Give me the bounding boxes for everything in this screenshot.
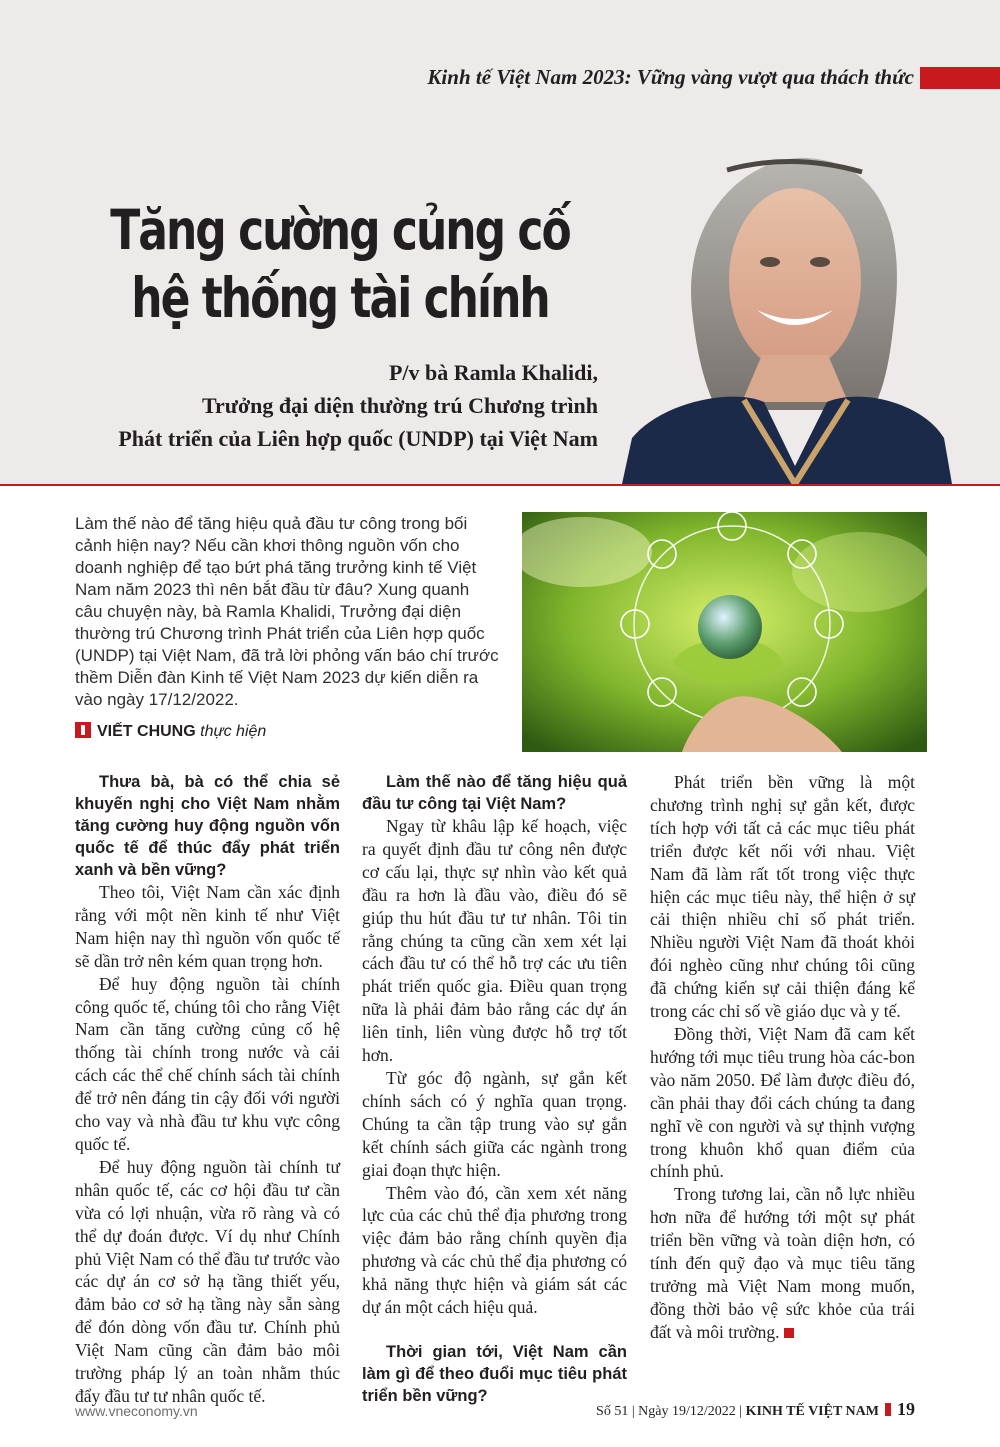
article-title [100,196,580,332]
byline-role: thực hiện [200,723,267,740]
article-column-1 [75,771,340,1408]
footer-issue: Số 51 [596,1404,629,1419]
end-mark [784,1328,794,1338]
question-3: Thời gian tới, Việt Nam cần làm gì để theo đuổi mục tiêu phát triển bền vững? [362,1342,627,1405]
answer-3-paragraph-3 [650,1183,915,1343]
answer-2-paragraph-2: Từ góc độ ngành, sự gắn kết chính sách có ý nghĩa quan trọng. Chúng ta cần tập trung vào sự gắn kết chính sách giữa các ngành trong giai đoạn thực hiện. [362,1067,627,1180]
answer-1-paragraph-1: Theo tôi, Việt Nam cần xác định rằng với một nền kinh tế như Việt Nam hiện nay thì nguồn vốn quốc tế sẽ dần trở nên kém quan trọng hơn. [75,882,340,971]
subtitle-line-2: Trưởng đại diện thường trú Chương trình [201,393,598,418]
article-column-2 [362,771,627,1407]
byline-name: VIẾT CHUNG [97,723,196,740]
answer-1-paragraph-3: Để huy động nguồn tài chính tư nhân quốc tế, các cơ hội đầu tư cần vừa có lợi nhuận, vừa rõ ràng và có thể dự đoán được. Ví dụ như Chính phủ Việt Nam có thể đầu tư trước vào các dự án cơ sở hạ tầng thiết yếu, đảm bảo cơ sở hạ tầng này sẵn sàng để đón dòng vốn đầu tư. Chính phủ Việt Nam cũng cần đảm bảo môi trường pháp lý an toàn nhằm thúc đẩy đầu tư tư nhân quốc tế. [75,1156,340,1406]
answer-3-paragraph-1: Phát triển bền vững là một chương trình nghị sự gắn kết, được tích hợp với tất cả các mục tiêu phát triển được kết nối với nhau. Việt Nam đã làm rất tốt trong việc thực hiện các mục tiêu này, thể hiện ở sự cải thiện nhiều chỉ số phát triển. Nhiều người Việt Nam đã thoát khỏi đói nghèo cũng như chúng tôi cũng đã chứng kiến sự cải thiện đáng kể trong các chỉ số về giáo dục và y tế. [650,772,915,1022]
interviewee-subtitle [38,356,598,455]
answer-1-paragraph-2: Để huy động nguồn tài chính công quốc tế, chúng tôi cho rằng Việt Nam cần tăng cường củng cố hệ thống tài chính trong nước và cải cách các thể chế chính sách tài chính để trở nên đáng tin cậy đối với người cho vay và nhà đầu tư khu vực công quốc tế. [75,973,340,1154]
title-line-2: hệ thống tài chính [131,266,549,330]
footer-separator: | [739,1404,746,1419]
article-column-3 [650,771,915,1344]
question-1: Thưa bà, bà có thể chia sẻ khuyến nghị cho Việt Nam nhằm tăng cường huy động nguồn vốn quốc tế để thúc đẩy phát triển xanh và bền vững? [75,773,340,879]
title-line-1: Tăng cường củng cố [110,198,570,262]
footer-website: www.vneconomy.vn [75,1403,198,1419]
subtitle-line-1: P/v bà Ramla Khalidi, [388,360,598,385]
answer-2-paragraph-3: Thêm vào đó, cần xem xét năng lực của các chủ thể địa phương trong việc đảm bảo rằng chính quyền địa phương và các chủ thể địa phương có khả năng thực hiện và giám sát các dự án một cách hiệu quả. [362,1182,627,1318]
footer-accent-mark [885,1403,891,1416]
footer-separator: | [631,1404,639,1419]
series-accent-bar [920,67,1000,89]
portrait-photo [622,150,952,484]
lead-paragraph: Làm thế nào để tăng hiệu quả đầu tư công trong bối cảnh hiện nay? Nếu cần khơi thông nguồn vốn cho doanh nghiệp để tạo bứt phá tăng trưởng kinh tế Việt Nam năm 2023 thì nên bắt đầu từ đâu? Xung quanh câu chuyện này, bà Ramla Khalidi, Trưởng đại diện thường trú Chương trình Phát triển của Liên hợp quốc (UNDP) tại Việt Nam, đã trả lời phỏng vấn báo chí trước thềm Diễn đàn Kinh tế Việt Nam 2023 dự kiến diễn ra vào ngày 17/12/2022. [75,514,499,709]
author-icon [75,722,91,738]
answer-3-paragraph-2: Đồng thời, Việt Nam đã cam kết hướng tới mục tiêu trung hòa các-bon vào năm 2050. Để làm được điều đó, cần phải thay đổi cách chúng ta đang nghĩ về con người và sự thịnh vượng trong khuôn khổ quan điểm của chính phủ. [650,1023,915,1182]
footer-publication: KINH TẾ VIỆT NAM [745,1404,879,1419]
footer-date: Ngày 19/12/2022 [638,1404,736,1419]
byline [75,722,266,741]
answer-3-paragraph-3-text: Trong tương lai, cần nỗ lực nhiều hơn nữa để hướng tới một sự phát triển bền vững và toàn diện hơn, có tính đến quỹ đạo và mục tiêu tăng trưởng mà Việt Nam mong muốn, đồng thời bảo vệ sức khỏe của trái đất và môi trường. [650,1184,915,1342]
series-title: Kinh tế Việt Nam 2023: Vững vàng vượt qua thách thức [427,65,914,89]
subtitle-line-3: Phát triển của Liên hợp quốc (UNDP) tại Việt Nam [118,426,598,451]
page-number: 19 [897,1399,915,1419]
green-energy-photo [522,512,927,752]
footer-issue-info [596,1399,915,1420]
header-rule [0,484,1000,486]
question-2: Làm thế nào để tăng hiệu quả đầu tư công tại Việt Nam? [362,773,627,813]
answer-2-paragraph-1: Ngay từ khâu lập kế hoạch, việc ra quyết định đầu tư công nên được cơ cấu lại, thực sự nhìn vào kết quả đầu ra hơn là đầu vào, điều đó sẽ giúp thu hút đầu tư tư nhân. Tôi tin rằng chúng ta cũng cần xem xét lại cách đầu tư có thể hỗ trợ các ưu tiên phát triển quốc gia. Điều quan trọng nữa là phải đảm bảo rằng các dự án liên tỉnh, liên vùng được hỗ trợ tốt hơn. [362,816,627,1066]
